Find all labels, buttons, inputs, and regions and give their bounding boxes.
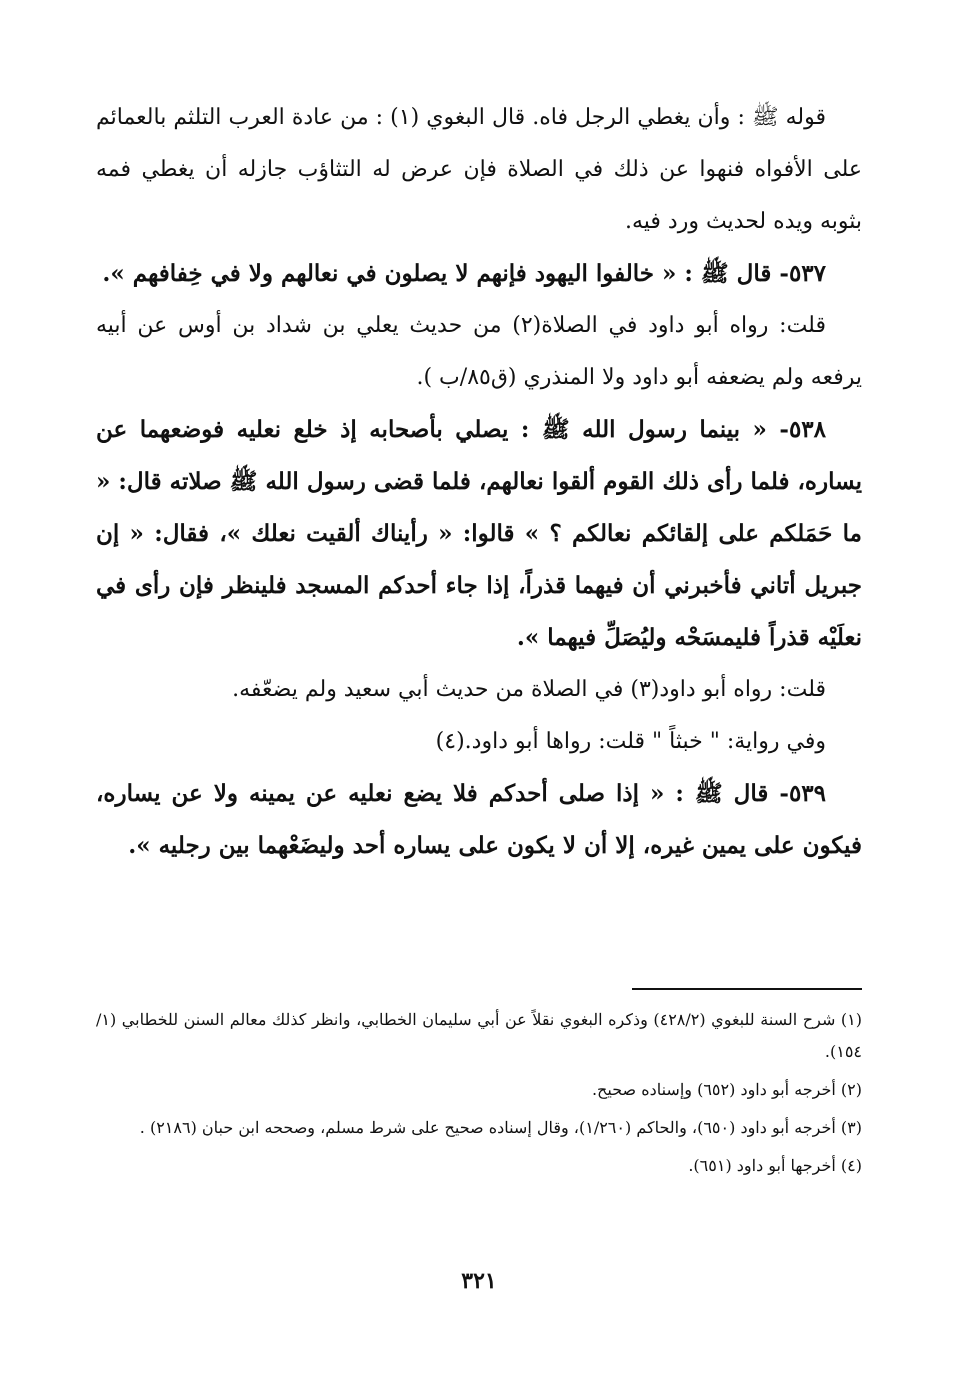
hadith-539: ٥٣٩- قال ﷺ : « إذا صلى أحدكم فلا يضع نعليه عن يمينه ولا عن يساره، فيكون على يمين غيره، إلا أن لا يكون على يساره أحد وليضَعْهما بين رجليه ». (96, 780, 862, 859)
footnote-separator (632, 988, 862, 990)
footnote-1: (١) شرح السنة للبغوي (٤٢٨/٢) وذكره البغوي نقلاً عن أبي سليمان الخطابي، وانظر كذلك معالم السنن للخطابي (١/ ١٥٤). (96, 1010, 862, 1061)
footnotes (96, 1004, 862, 1188)
hadith-538: ٥٣٨- « بينما رسول الله ﷺ : يصلي بأصحابه إذ خلع نعليه فوضعهما عن يساره، فلما رأى ذلك القوم ألقوا نعالهم، فلما قضى رسول الله ﷺ صلاته قال: « ما حَمَلكم على إلقائكم نعالكم ؟ » قالوا: « رأيناك ألقيت نعلك »، فقال: « إن جبريل أتاني فأخبرني أن فيهما قذراً، إذا جاء أحدكم المسجد فلينظر فإن رأى في نعلَيْه قذراً فليمسَحْه وليُصَلِّ فيهما ». (96, 416, 862, 651)
comment-538-a: قلت: رواه أبو داود(٣) في الصلاة من حديث أبي سعيد ولم يضعّفه. (232, 677, 826, 702)
page-number: ٣٢١ (461, 1268, 497, 1294)
footnote-3: (٣) أخرجه أبو داود (٦٥٠)، والحاكم (١/٢٦٠)، وقال إسناده صحيح على شرط مسلم، وصححه ابن حبان (٢١٨٦) . (139, 1118, 862, 1137)
footnote-4: (٤) أخرجها أبو داود (٦٥١). (688, 1156, 862, 1175)
footnote-2: (٢) أخرجه أبو داود (٦٥٢) وإسناده صحيح. (591, 1080, 862, 1099)
comment-537: قلت: رواه أبو داود في الصلاة(٢) من حديث يعلي بن شداد بن أوس عن أبيه يرفعه ولم يضعفه أبو داود ولا المنذري (ق٨٥/ب ). (96, 313, 862, 390)
commentary-paragraph: قوله ﷺ : وأن يغطي الرجل فاه. قال البغوي (١) : من عادة العرب التلثم بالعمائم على الأفواه فنهوا عن ذلك في الصلاة فإن عرض له التثاؤب جازله أن يغطي فمه بثوبه ويده لحديث ورد فيه. (96, 105, 862, 234)
comment-538-b: وفي رواية: " خبثاً " قلت: رواها أبو داود.(٤) (435, 729, 826, 754)
hadith-537: ٥٣٧- قال ﷺ : « خالفوا اليهود فإنهم لا يصلون في نعالهم ولا في خِفافهم ». (102, 260, 826, 287)
